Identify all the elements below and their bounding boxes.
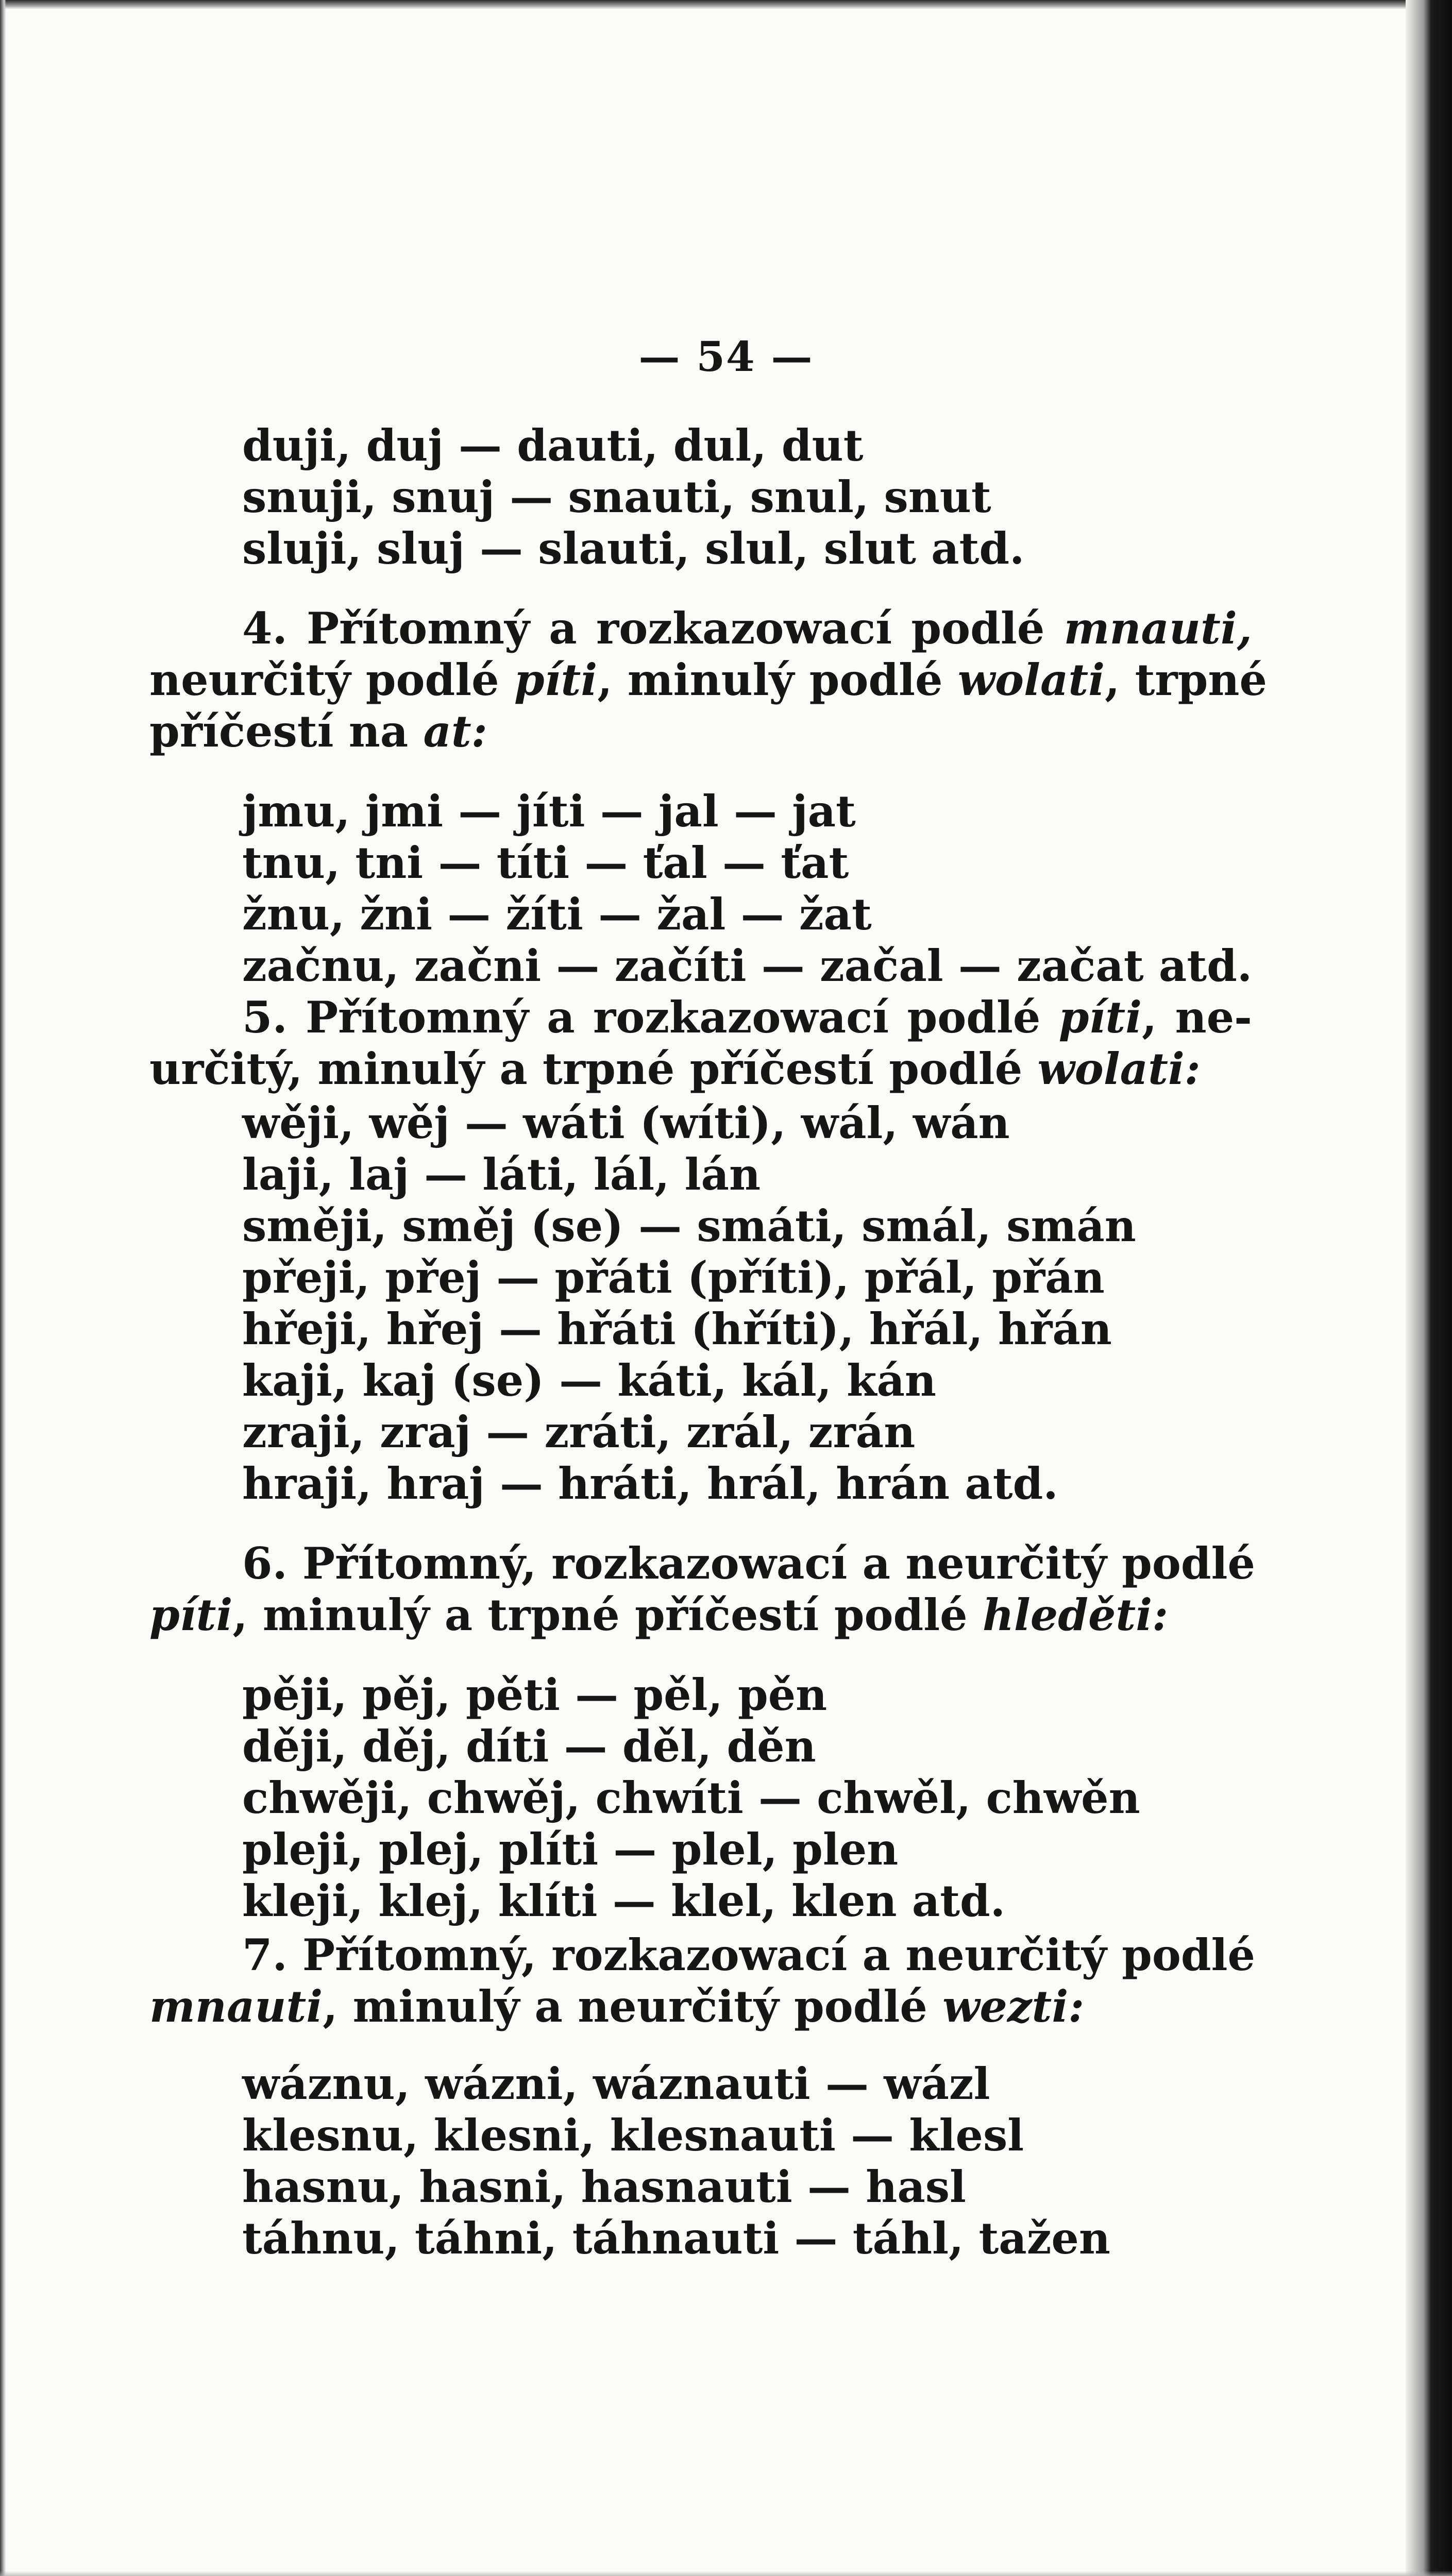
example-line: kleji, klej, klíti — klel, klen atd. <box>242 1875 1006 1926</box>
example-line: kaji, kaj (se) — káti, kál, kán <box>242 1355 936 1406</box>
rule-paragraph-6-line-2 <box>149 1589 1168 1641</box>
model-verb: hleděti: <box>982 1589 1169 1640</box>
rule-paragraph-5-line-1 <box>242 992 1252 1043</box>
rule-text: , minulý podlé <box>597 654 958 705</box>
example-line: hasnu, hasni, hasnauti — hasl <box>242 2161 966 2212</box>
rule-paragraph-6-line-1 <box>242 1538 1255 1589</box>
example-line: ději, děj, díti — děl, děn <box>242 1721 816 1772</box>
rule-text: , minulý a trpné příčestí podlé <box>232 1589 983 1640</box>
model-verb: píti <box>149 1589 233 1640</box>
rule-paragraph-7-line-1 <box>242 1929 1255 1981</box>
rule-text: 5. Přítomný a rozkazowací podlé <box>242 992 1059 1043</box>
model-verb: mnauti <box>149 1981 323 2032</box>
example-line: pleji, plej, plíti — plel, plen <box>242 1824 899 1875</box>
example-line: přeji, přej — přáti (příti), přál, přán <box>242 1252 1105 1303</box>
model-verb: mnauti, <box>1063 603 1252 654</box>
example-line: laji, laj — láti, lál, lán <box>242 1149 761 1200</box>
rule-paragraph-4-line-2 <box>149 654 1267 706</box>
rule-paragraph-4-line-3 <box>149 706 487 757</box>
rule-paragraph-4-line-1 <box>242 603 1252 654</box>
example-line: hřeji, hřej — hřáti (hříti), hřál, hřán <box>242 1303 1112 1354</box>
model-verb: wolati <box>957 654 1105 705</box>
example-line: žnu, žni — žíti — žal — žat <box>242 889 872 940</box>
example-line: zraji, zraj — zráti, zrál, zrán <box>242 1406 916 1458</box>
rule-text: 6. Přítomný, rozkazowací a neurčitý podlé <box>242 1538 1255 1589</box>
page-number: — 54 — <box>638 332 814 381</box>
example-line: klesnu, klesni, klesnauti — klesl <box>242 2110 1024 2161</box>
model-verb: at: <box>423 706 487 757</box>
example-line: chwěji, chwěj, chwíti — chwěl, chwěn <box>242 1772 1140 1823</box>
model-verb: píti <box>514 654 598 705</box>
model-verb: wolati: <box>1037 1043 1201 1094</box>
scan-edge-right <box>1406 0 1452 2576</box>
model-verb: píti <box>1058 992 1142 1043</box>
example-line: wěji, wěj — wáti (wíti), wál, wán <box>242 1097 1010 1148</box>
example-line: hraji, hraj — hráti, hrál, hrán atd. <box>242 1458 1058 1509</box>
rule-text: neurčitý podlé <box>149 654 514 705</box>
example-line: sluji, sluj — slauti, slul, slut atd. <box>242 523 1025 574</box>
rule-text: , minulý a neurčitý podlé <box>323 1981 943 2032</box>
rule-text: určitý, minulý a trpné příčestí podlé <box>149 1043 1038 1094</box>
example-line: táhnu, táhni, táhnauti — táhl, tažen <box>242 2213 1110 2264</box>
scan-edge-left <box>0 0 6 2576</box>
scan-edge-top <box>0 0 1452 9</box>
scan-edge-bottom <box>0 2571 1452 2576</box>
rule-text: příčestí na <box>149 706 424 757</box>
example-line: směji, směj (se) — smáti, smál, smán <box>242 1200 1136 1251</box>
example-line: snuji, snuj — snauti, snul, snut <box>242 471 991 522</box>
rule-paragraph-7-line-2 <box>149 1981 1084 2032</box>
example-line: duji, duj — dauti, dul, dut <box>242 420 864 471</box>
example-line: začnu, začni — začíti — začal — začat atd. <box>242 940 1253 991</box>
model-verb: wezti: <box>942 1981 1085 2032</box>
rule-text: , ne- <box>1142 992 1252 1043</box>
rule-paragraph-5-line-2 <box>149 1043 1201 1095</box>
example-line: jmu, jmi — jíti — jal — jat <box>242 786 856 837</box>
rule-text: 4. Přítomný a rozkazowací podlé <box>242 603 1064 654</box>
rule-text: , trpné <box>1105 654 1267 705</box>
example-line: wáznu, wázni, wáznauti — wázl <box>242 2058 990 2109</box>
rule-text: 7. Přítomný, rozkazowací a neurčitý podlé <box>242 1929 1255 1980</box>
example-line: tnu, tni — títi — ťal — ťat <box>242 837 849 888</box>
example-line: pěji, pěj, pěti — pěl, pěn <box>242 1669 828 1720</box>
